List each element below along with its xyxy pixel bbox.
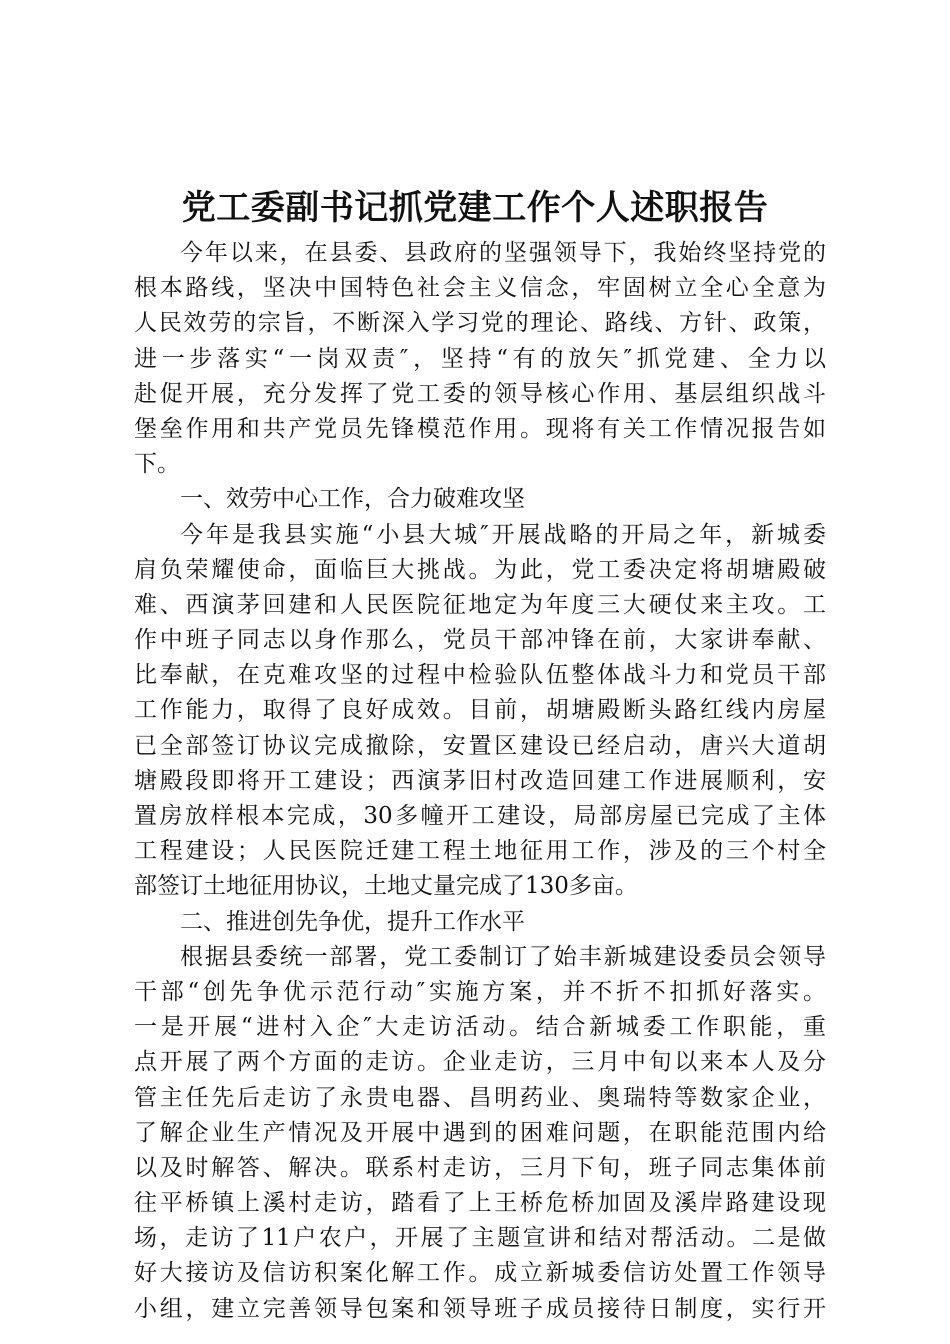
document-body [134,236,826,1327]
text-line: 人民效劳的宗旨，不断深入学习党的理论、路线、方针、政策， [134,310,826,337]
text-line: 场，走访了11户农户，开展了主题宣讲和结对帮活动。二是做 [134,1225,826,1252]
text-line: 好大接访及信访积案化解工作。成立新城委信访处置工作领导 [134,1260,826,1287]
text-line: 肩负荣耀使命，面临巨大挑战。为此，党工委决定将胡塘殿破 [134,556,826,583]
text-line: 管主任先后走访了永贵电器、昌明药业、奥瑞特等数家企业， [134,1084,826,1111]
text-line: 今年是我县实施“小县大城″开展战略的开局之年，新城委 [180,521,826,548]
text-line: 以及时解答、解决。联系村走访，三月下旬，班子同志集体前 [134,1154,826,1181]
text-line: 塘殿段即将开工建设；西演茅旧村改造回建工作进展顺利，安 [134,767,826,794]
text-line: 工作能力，取得了良好成效。目前，胡塘殿断头路红线内房屋 [134,697,826,724]
text-line: 根本路线，坚决中国特色社会主义信念，牢固树立全心全意为 [134,275,826,302]
text-line: 赴促开展，充分发挥了党工委的领导核心作用、基层组织战斗 [134,380,826,407]
text-line: 作中班子同志以身作那么，党员干部冲锋在前，大家讲奉献、 [134,627,826,654]
text-line: 已全部签订协议完成撤除，安置区建设已经启动，唐兴大道胡 [134,732,826,759]
text-line: 往平桥镇上溪村走访，踏看了上王桥危桥加固及溪岸路建设现 [134,1190,826,1217]
text-line: 置房放样根本完成，30多幢开工建设，局部房屋已完成了主体 [134,803,826,829]
text-line: 堡垒作用和共产党员先锋模范作用。现将有关工作情况报告如 [134,415,826,442]
text-line: 今年以来，在县委、县政府的坚强领导下，我始终坚持党的 [180,240,826,266]
section-heading: 一、效劳中心工作，合力破难攻坚 [180,486,525,513]
text-line: 比奉献，在克难攻坚的过程中检验队伍整体战斗力和党员干部 [134,662,826,689]
text-line: 了解企业生产情况及开展中遇到的困难问题，在职能范围内给 [134,1119,826,1146]
text-line: 工程建设；人民医院迁建工程土地征用工作，涉及的三个村全 [134,838,826,865]
text-line: 小组，建立完善领导包案和领导班子成员接待日制度，实行开 [134,1295,826,1322]
text-line: 根据县委统一部署，党工委制订了始丰新城建设委员会领导 [180,943,826,970]
document-title: 党工委副书记抓党建工作个人述职报告 [181,188,769,228]
text-line: 部签订土地征用协议，土地丈量完成了130多亩。 [134,873,638,900]
text-line: 进一步落实“一岗双责″，坚持“有的放矢″抓党建、全力以 [134,345,826,372]
text-line: 点开展了两个方面的走访。企业走访，三月中旬以来本人及分 [134,1049,826,1076]
text-line: 干部“创先争优示范行动″实施方案，并不折不扣抓好落实。 [134,978,826,1005]
text-line: 下。 [134,451,180,478]
text-line: 难、西演茅回建和人民医院征地定为年度三大硬仗来主攻。工 [134,591,826,618]
text-line: 一是开展“进村入企″大走访活动。结合新城委工作职能，重 [134,1014,826,1041]
section-heading: 二、推进创先争优，提升工作水平 [180,908,525,935]
